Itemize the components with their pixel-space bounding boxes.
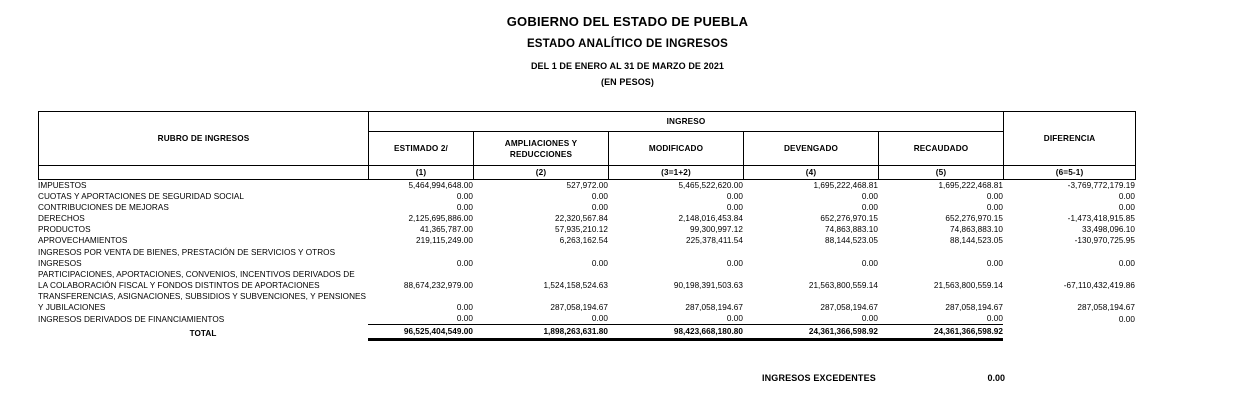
table-header — [38, 111, 1136, 180]
row-value — [743, 291, 878, 302]
row-value: 1,695,222,468.81 — [938, 181, 1003, 190]
total-value: 96,525,404,549.00 — [368, 325, 473, 340]
row-value: 0.00 — [1118, 192, 1135, 202]
row-value: -3,769,772,179.19 — [1067, 181, 1135, 190]
row-label: PARTICIPACIONES, APORTACIONES, CONVENIOS, INCENTIVOS DERIVADOS DE — [38, 269, 355, 279]
row-value: 0.00 — [456, 203, 473, 213]
row-value: 2,148,016,453.84 — [678, 214, 743, 224]
row-label: TRANSFERENCIAS, ASIGNACIONES, SUBSIDIOS Y SUBVENCIONES, Y PENSIONES — [38, 291, 367, 301]
row-value: 287,058,194.67 — [820, 303, 878, 313]
column-note-estimado: (1) — [369, 166, 474, 180]
row-value: 1,524,158,524.63 — [543, 280, 608, 290]
row-value: 0.00 — [986, 258, 1003, 268]
column-header-recaudado: RECAUDADO — [879, 132, 1004, 166]
row-value — [743, 269, 878, 280]
column-header-estimado: ESTIMADO 2/ — [369, 132, 474, 166]
row-value: 0.00 — [1118, 203, 1135, 213]
row-value: 88,144,523.05 — [824, 236, 878, 246]
row-value: 22,320,567.84 — [554, 214, 608, 224]
row-value: 287,058,194.67 — [550, 303, 608, 313]
income-analysis-table — [38, 111, 1135, 341]
row-value: 74,863,883.10 — [824, 225, 878, 235]
organization-title: GOBIERNO DEL ESTADO DE PUEBLA — [506, 14, 749, 29]
total-label: TOTAL — [189, 328, 217, 338]
excedentes-label: INGRESOS EXCEDENTES — [762, 373, 876, 383]
row-value — [878, 269, 1003, 280]
row-value: 88,144,523.05 — [949, 236, 1003, 246]
row-label: APROVECHAMIENTOS — [38, 236, 128, 246]
column-header-devengado: DEVENGADO — [744, 132, 879, 166]
row-value — [1003, 247, 1135, 258]
row-label: INGRESOS DERIVADOS DE FINANCIAMIENTOS — [38, 314, 225, 324]
row-value: 0.00 — [986, 192, 1003, 202]
row-value: 287,058,194.67 — [685, 303, 743, 313]
row-value: 652,276,970.15 — [945, 214, 1003, 224]
total-value — [1003, 325, 1135, 340]
row-value: 0.00 — [1118, 258, 1135, 268]
column-note-modificado: (3=1+2) — [609, 166, 744, 180]
column-note-devengado: (4) — [744, 166, 879, 180]
row-value: 0.00 — [456, 303, 473, 313]
row-label: INGRESOS — [38, 258, 82, 268]
table-row — [38, 202, 1135, 213]
table-row — [38, 235, 1135, 246]
column-group-ingreso: INGRESO — [369, 112, 1004, 132]
row-label: IMPUESTOS — [38, 181, 87, 190]
document-header — [0, 0, 1255, 89]
row-label: LA COLABORACIÓN FISCAL Y FONDOS DISTINTOS DE APORTACIONES — [38, 280, 320, 290]
row-value: 0.00 — [1118, 314, 1135, 324]
row-value: 0.00 — [591, 258, 608, 268]
row-value: 0.00 — [726, 192, 743, 202]
row-value: 0.00 — [986, 314, 1003, 324]
row-value: 0.00 — [986, 203, 1003, 213]
row-value: 527,972.00 — [566, 181, 608, 190]
table-row — [38, 224, 1135, 235]
row-value: 21,563,800,559.14 — [808, 280, 878, 290]
column-note-rubro — [39, 166, 369, 180]
table-row — [38, 280, 1135, 291]
table-body — [38, 180, 1135, 341]
column-header-modificado: MODIFICADO — [609, 132, 744, 166]
row-value: 0.00 — [861, 258, 878, 268]
column-note-recaudado: (5) — [879, 166, 1004, 180]
row-value: 0.00 — [726, 258, 743, 268]
column-header-rubro: RUBRO DE INGRESOS — [39, 112, 369, 166]
row-value: 5,465,522,620.00 — [678, 181, 743, 190]
row-value: 90,198,391,503.63 — [673, 280, 743, 290]
row-value — [608, 291, 743, 302]
column-note-diferencia: (6=5-1) — [1004, 166, 1136, 180]
row-value: -1,473,418,915.85 — [1067, 214, 1135, 224]
row-value — [1003, 269, 1135, 280]
row-value — [878, 247, 1003, 258]
table-row — [38, 258, 1135, 269]
row-value: 219,115,249.00 — [415, 236, 473, 246]
row-value: 74,863,883.10 — [949, 225, 1003, 235]
header-row-notes — [39, 166, 1136, 180]
row-value: 88,674,232,979.00 — [403, 280, 473, 290]
row-value — [743, 247, 878, 258]
row-value: 21,563,800,559.14 — [933, 280, 1003, 290]
row-value — [368, 247, 473, 258]
row-value: 0.00 — [861, 192, 878, 202]
row-value: 0.00 — [456, 314, 473, 324]
row-value: 0.00 — [591, 192, 608, 202]
row-label: DERECHOS — [38, 214, 85, 224]
report-period: DEL 1 DE ENERO AL 31 DE MARZO DE 2021 — [530, 61, 725, 71]
row-value: 2,125,695,886.00 — [408, 214, 473, 224]
table-total-row — [38, 325, 1135, 340]
row-value: 287,058,194.67 — [1077, 303, 1135, 313]
report-title: ESTADO ANALÍTICO DE INGRESOS — [526, 38, 729, 50]
row-value: 1,695,222,468.81 — [813, 181, 878, 190]
row-value: 652,276,970.15 — [820, 214, 878, 224]
total-value: 1,898,263,631.80 — [473, 325, 608, 340]
table-row — [38, 291, 1135, 302]
row-value: 99,300,997.12 — [689, 225, 743, 235]
row-value: 0.00 — [726, 203, 743, 213]
row-label: CONTRIBUCIONES DE MEJORAS — [38, 203, 169, 213]
row-value: 5,464,994,648.00 — [408, 181, 473, 190]
report-units: (EN PESOS) — [600, 77, 654, 87]
row-value: 0.00 — [591, 314, 608, 324]
row-value — [878, 291, 1003, 302]
total-value: 24,361,366,598.92 — [878, 325, 1003, 340]
row-value: 0.00 — [861, 203, 878, 213]
row-value — [473, 291, 608, 302]
column-note-ampliaciones: (2) — [474, 166, 609, 180]
row-value: 57,935,210.12 — [554, 225, 608, 235]
row-value: 225,378,411.54 — [685, 236, 743, 246]
row-value — [608, 247, 743, 258]
total-value: 98,423,668,180.80 — [608, 325, 743, 340]
column-header-ampliaciones: AMPLIACIONES Y REDUCCIONES — [474, 132, 609, 166]
table-row — [38, 247, 1135, 258]
total-value: 24,361,366,598.92 — [743, 325, 878, 340]
row-value — [368, 291, 473, 302]
row-value: -130,970,725.95 — [1074, 236, 1135, 246]
table-row — [38, 191, 1135, 202]
table-row — [38, 302, 1135, 313]
row-value — [1003, 291, 1135, 302]
row-value: -67,110,432,419.86 — [1063, 280, 1135, 290]
table-row — [38, 180, 1135, 191]
row-label: CUOTAS Y APORTACIONES DE SEGURIDAD SOCIAL — [38, 192, 245, 202]
row-value — [608, 269, 743, 280]
table-row — [38, 313, 1135, 325]
row-value: 287,058,194.67 — [945, 303, 1003, 313]
column-header-diferencia: DIFERENCIA — [1004, 112, 1136, 166]
table-row — [38, 213, 1135, 224]
row-value: 0.00 — [456, 192, 473, 202]
row-label: Y JUBILACIONES — [38, 303, 106, 313]
excedentes-footer — [38, 373, 1135, 387]
row-value — [473, 269, 608, 280]
header-row-group — [39, 112, 1136, 132]
row-value — [368, 269, 473, 280]
row-value: 0.00 — [861, 314, 878, 324]
table-row — [38, 269, 1135, 280]
row-value: 0.00 — [591, 203, 608, 213]
row-value: 0.00 — [456, 258, 473, 268]
row-value: 0.00 — [726, 314, 743, 324]
row-value: 33,498,096.10 — [1081, 225, 1135, 235]
row-label: PRODUCTOS — [38, 225, 91, 235]
row-value: 41,365,787.00 — [419, 225, 473, 235]
row-value: 6,263,162.54 — [559, 236, 608, 246]
row-value — [473, 247, 608, 258]
row-label: INGRESOS POR VENTA DE BIENES, PRESTACIÓN DE SERVICIOS Y OTROS — [38, 247, 336, 257]
excedentes-value: 0.00 — [987, 373, 1005, 383]
